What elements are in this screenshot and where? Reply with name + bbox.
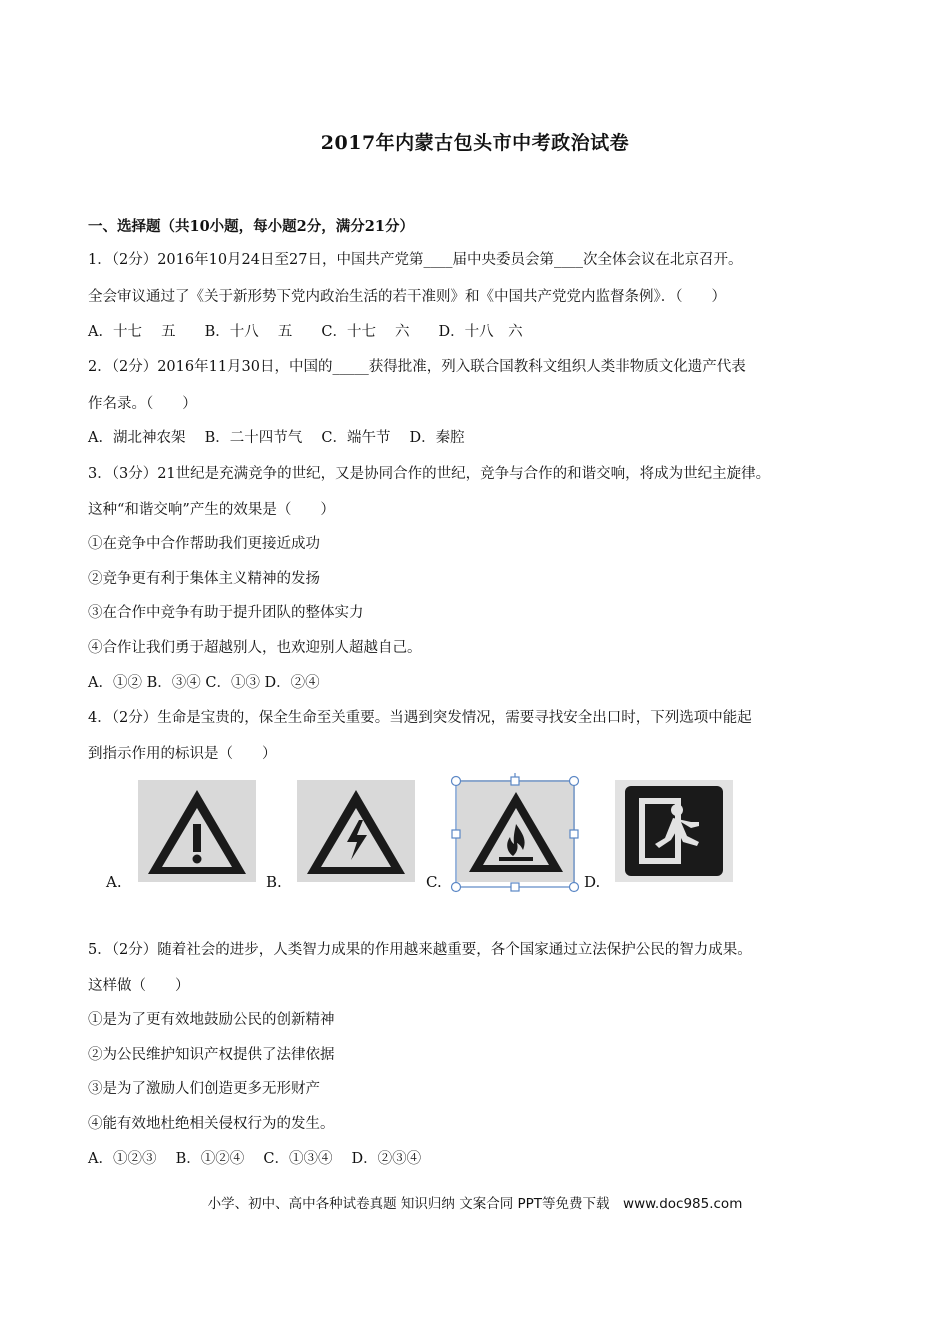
q5-statement-2: ②为公民维护知识产权提供了法律依据: [88, 1047, 335, 1063]
q1-options: A．十七 五 B．十八 五 C．十七 六 D．十八 六: [88, 324, 523, 340]
page-title: 2017年内蒙古包头市中考政治试卷: [320, 132, 630, 154]
page-footer: 小学、初中、高中各种试卷真题 知识归纳 文案合同 PPT等免费下载 www.doc985.com: [207, 1196, 743, 1212]
q4-option-c-label: C.: [426, 873, 442, 891]
q3-options: A．①② B．③④ C．①③ D．②④: [88, 675, 320, 691]
q4-option-a-label: A.: [106, 873, 122, 891]
q3-statement-2: ②竞争更有利于集体主义精神的发扬: [88, 571, 320, 587]
emergency-exit-icon: [615, 780, 733, 882]
warning-sign-image: [138, 780, 256, 882]
q2-options: A．湖北神农架 B．二十四节气 C．端午节 D．秦腔: [88, 430, 465, 446]
q3-statement-3: ③在合作中竞争有助于提升团队的整体实力: [88, 605, 364, 621]
q4-option-b-label: B.: [266, 873, 282, 891]
q5-statement-3: ③是为了激励人们创造更多无形财产: [88, 1081, 320, 1097]
image-selection-frame[interactable]: [448, 773, 583, 895]
q5-options: A．①②③ B．①②④ C．①③④ D．②③④: [88, 1151, 422, 1167]
q4-line1: 4．（2分）生命是宝贵的，保全生命至关重要。当遇到突发情况，需要寻找安全出口时，下列选项中能起: [88, 710, 752, 726]
electric-sign-image: [297, 780, 415, 882]
exclamation-triangle-icon: [138, 780, 256, 882]
q2-line1: 2．（2分）2016年11月30日，中国的_____获得批准，列入联合国教科文组织人类非物质文化遗产代表: [88, 359, 746, 375]
exit-sign-image: [615, 780, 733, 882]
q1-line1: 1．（2分）2016年10月24日至27日，中国共产党第____届中央委员会第____次全体会议在北京召开。: [88, 252, 743, 268]
section-heading: 一、选择题（共10小题，每小题2分，满分21分）: [88, 218, 414, 235]
q5-line2: 这样做（ ）: [88, 978, 190, 994]
q5-statement-1: ①是为了更有效地鼓励公民的创新精神: [88, 1012, 335, 1028]
q3-line2: 这种“和谐交响”产生的效果是（ ）: [88, 502, 335, 518]
q5-statement-4: ④能有效地杜绝相关侵权行为的发生。: [88, 1116, 335, 1132]
q1-line2: 全会审议通过了《关于新形势下党内政治生活的若干准则》和《中国共产党党内监督条例》．（ ）: [88, 289, 726, 305]
q3-statement-1: ①在竞争中合作帮助我们更接近成功: [88, 536, 320, 552]
q4-line2: 到指示作用的标识是（ ）: [88, 746, 277, 762]
q4-option-d-label: D.: [584, 873, 601, 891]
q3-line1: 3．（3分）21世纪是充满竞争的世纪，又是协同合作的世纪，竞争与合作的和谐交响，将成为世纪主旋律。: [88, 466, 771, 482]
q3-statement-4: ④合作让我们勇于超越别人，也欢迎别人超越自己。: [88, 640, 422, 656]
electric-hazard-icon: [297, 780, 415, 882]
q2-line2: 作名录。（ ）: [88, 396, 197, 412]
q5-line1: 5．（2分）随着社会的进步，人类智力成果的作用越来越重要，各个国家通过立法保护公民的智力成果。: [88, 942, 752, 958]
